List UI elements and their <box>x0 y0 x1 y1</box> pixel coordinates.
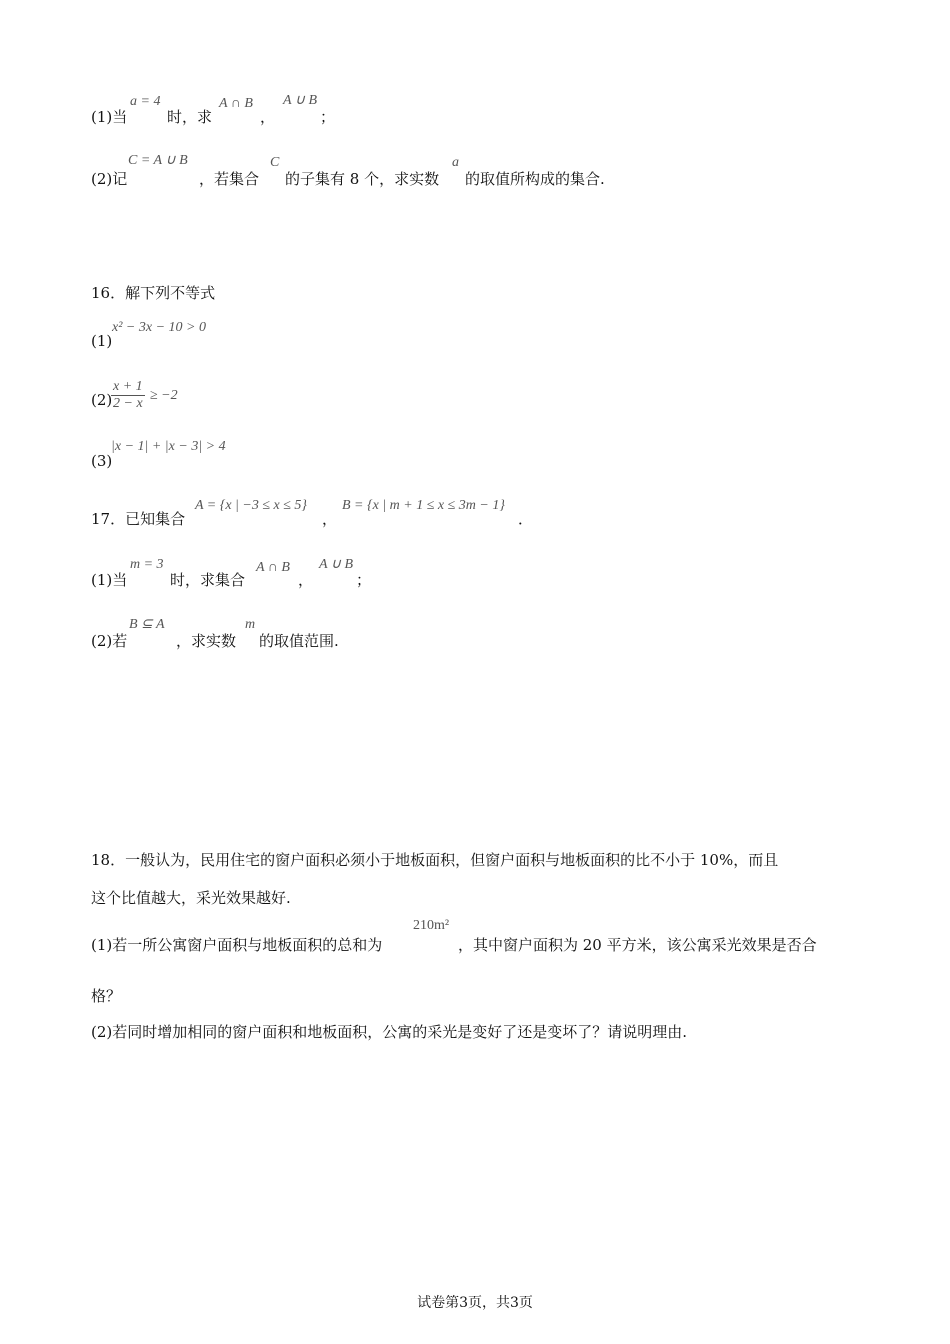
q17-part2-text: ，求实数 <box>176 632 237 650</box>
q16-part2-fraction <box>111 379 145 412</box>
q17-setA: A = {x | −3 ≤ x ≤ 5} <box>195 498 308 513</box>
q18-part2: (2)若同时增加相同的窗户面积和地板面积，公寓的采光是变好了还是变坏了？请说明理由. <box>91 1023 688 1041</box>
q15-part2-setC: C <box>270 155 280 170</box>
q17-title: 17．已知集合 <box>91 510 186 528</box>
q15-part2-text1: ，若集合 <box>199 170 260 188</box>
q17-part1-union: A ∪ B <box>319 557 354 572</box>
q15-part1-prefix: (1)当 <box>91 108 128 126</box>
q15-part2-var-a: a <box>452 155 459 170</box>
q15-part2-definition: C = A ∪ B <box>128 153 188 168</box>
q17-comma: ， <box>322 510 338 528</box>
q17-part1-condition: m = 3 <box>130 557 164 572</box>
q18-part1-suffix: ，其中窗户面积为 20 平方米，该公寓采光效果是否合 <box>458 936 817 954</box>
q17-part1-intersection: A ∩ B <box>256 560 290 575</box>
q16-part3-expression: |x − 1| + |x − 3| > 4 <box>111 439 226 454</box>
q16-part2-label: (2) <box>91 391 113 409</box>
q17-part1-prefix: (1)当 <box>91 571 128 589</box>
q15-part1-comma: ， <box>260 108 276 126</box>
q17-part2-condition: B ⊆ A <box>129 617 165 632</box>
q18-part1-continuation: 格？ <box>91 987 122 1005</box>
q15-part1-condition: a = 4 <box>130 94 161 109</box>
q15-part2-prefix: (2)记 <box>91 170 128 188</box>
q17-setB: B = {x | m + 1 ≤ x ≤ 3m − 1} <box>342 498 505 513</box>
q15-part1-intersection: A ∩ B <box>219 96 253 111</box>
q15-part2-text2: 的子集有 8 个，求实数 <box>285 170 440 188</box>
q17-part2-end: 的取值范围. <box>259 632 339 650</box>
q17-part2-prefix: (2)若 <box>91 632 128 650</box>
page-footer: 试卷第3页，共3页 <box>417 1295 533 1311</box>
q15-part1-union: A ∪ B <box>283 93 318 108</box>
q18-part1-area: 210m² <box>413 918 450 933</box>
q15-part1-end: ； <box>320 108 336 126</box>
q18-line1: 18．一般认为，民用住宅的窗户面积必须小于地板面积，但窗户面积与地板面积的比不小于 10%，而且 <box>91 851 779 869</box>
q16-part1-label: (1) <box>91 332 113 350</box>
q17-part1-text: 时，求集合 <box>170 571 246 589</box>
q16-part2-numerator: x + 1 <box>113 379 143 394</box>
q17-end: ． <box>518 510 534 528</box>
q18-part1-prefix: (1)若一所公寓窗户面积与地板面积的总和为 <box>91 936 383 954</box>
q18-line2: 这个比值越大，采光效果越好. <box>91 889 291 907</box>
q17-part1-comma: ， <box>298 571 314 589</box>
q17-part2-var-m: m <box>245 617 256 632</box>
q16-part3-label: (3) <box>91 452 113 470</box>
q16-part2-denominator: 2 − x <box>113 396 143 411</box>
q17-part1-end: ； <box>356 571 372 589</box>
q16-part1-expression: x² − 3x − 10 > 0 <box>112 320 206 335</box>
q16-title: 16．解下列不等式 <box>91 284 216 302</box>
q15-part1-text: 时，求 <box>167 108 213 126</box>
q15-part2-end: 的取值所构成的集合. <box>465 170 605 188</box>
q16-part2-rhs: ≥ −2 <box>150 388 178 403</box>
